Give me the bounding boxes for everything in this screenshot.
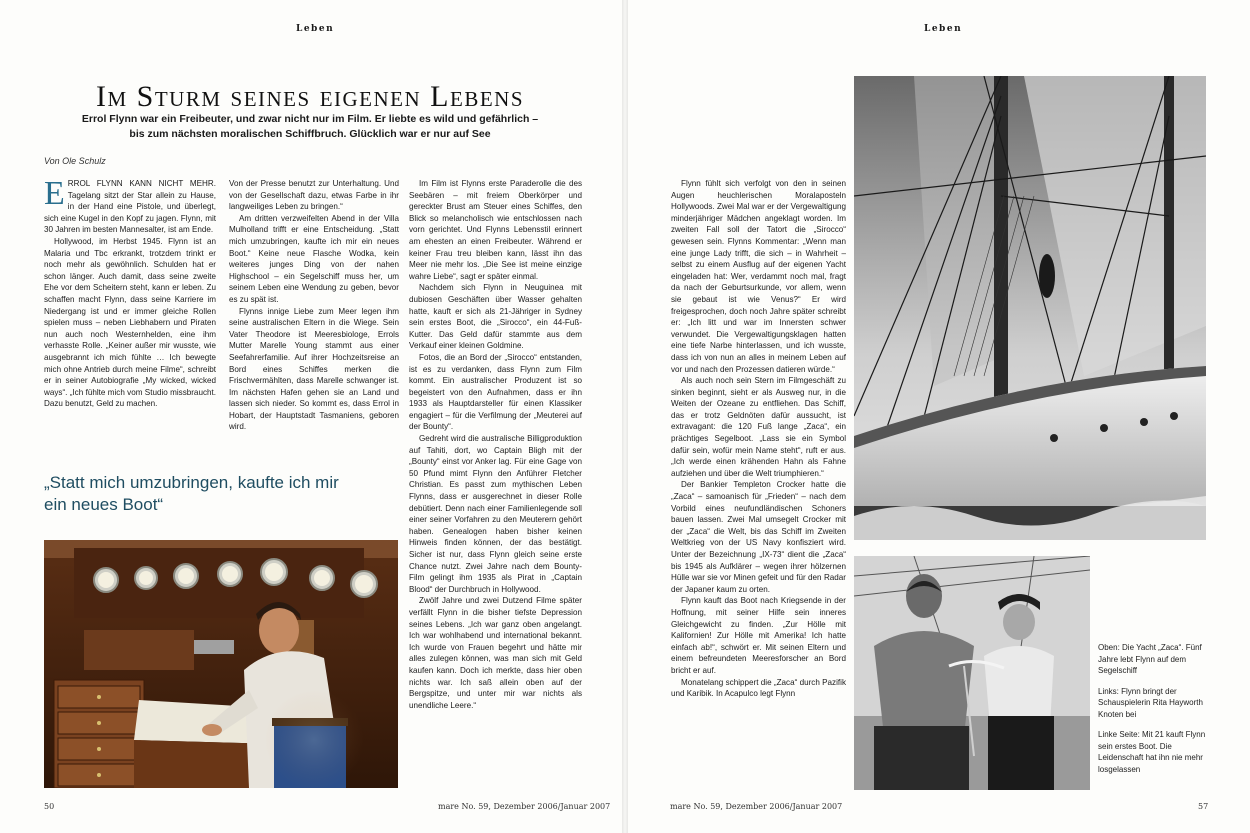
left-page	[0, 0, 622, 833]
section-label-right: Leben	[924, 24, 963, 34]
paragraph: Am dritten verzweifelten Abend in der Villa Mulholland trifft er eine Entscheidung. „Statt mich umzubringen, kaufte ich mir ein neues Boot.“ Keine neue Flasche Wodka, kein weiteres junges Ding von der nahen Highschool – ein Segelschiff muss her, um seinem Leben eine Wendung zu geben, bevor es zu spät ist.	[229, 213, 399, 304]
paragraph: Der Bankier Templeton Crocker hatte die „Zaca“ – samoanisch für „Frieden“ – nach dem Vorbild eines neufundländischen Schoners bauen lassen. Zwei Mal umsegelt Crocker mit der „Zaca“ die Welt, bis das Schiff im Zweiten Weltkrieg von der US Navy konfisziert wird. Unter der Bezeichnung „IX-73“ dient die „Zaca“ bis 1945 als Aufklärer – wegen ihrer hölzernen Hülle war sie vor Minen gefeit und für den Radar der Japaner kaum zu orten.	[671, 480, 846, 594]
page-number-left: 50	[44, 802, 55, 811]
caption-left-page: Linke Seite: Mit 21 kauft Flynn sein erstes Boot. Die Leidenschaft hat ihn nie mehr losgelassen	[1098, 730, 1206, 774]
byline: Von Ole Schulz	[44, 156, 106, 166]
paragraph: Von der Presse benutzt zur Unterhaltung. Und von der Gesellschaft dazu, etwas Farbe in ihr langweiliges Leben zu bringen.“	[229, 179, 399, 212]
page-number-right: 57	[1198, 802, 1209, 811]
photo-flynn-chart-table	[44, 540, 398, 788]
text-column-3	[409, 178, 582, 790]
issue-line-right: mare No. 59, Dezember 2006/Januar 2007	[670, 802, 843, 811]
article-dek	[60, 112, 560, 141]
caption-top-photo: Oben: Die Yacht „Zaca“. Fünf Jahre lebt Flynn auf dem Segelschiff	[1098, 643, 1202, 675]
text-column-2	[229, 178, 399, 460]
text-column-4	[671, 178, 846, 790]
issue-line-left: mare No. 59, Dezember 2006/Januar 2007	[438, 802, 611, 811]
paragraph: Flynn kauft das Boot nach Kriegsende in der Hoffnung, mit seiner Hilfe sein inneres Gleichgewicht zu finden. „Zur Hölle mit Kalifornien! Zur Hölle mit Amerika! Ich hatte einfach ab!“, schwört er. Mit seinen Eltern und einem befreundeten Meeresforscher an Bord bricht er auf.	[671, 596, 846, 675]
caption-left-photo: Links: Flynn bringt der Schauspielerin Rita Hayworth Knoten bei	[1098, 686, 1203, 719]
caption-block	[1098, 642, 1218, 784]
paragraph: Flynns innige Liebe zum Meer legen ihm seine australischen Eltern in die Wiege. Sein Vater Theodore ist Meeresbiologe, Errols Mutter Marelle Young stammt aus einer Seefahrerfamilie. Auf ihrer Hochzeitsreise an Bord eines Schiffes merken die Frischvermählten, dass Marelle schwanger ist. Im nächsten Hafen gehen sie an Land und lassen sich nieder. So kommt es, dass Errol in Hobart, der Hauptstadt Tasmaniens, geboren wird.	[229, 306, 399, 432]
lead-paragraph	[44, 178, 216, 236]
lead-text: Tagelang sitzt der Star allein zu Hause, in der Hand eine Pistole, und überlegt, sich eine Kugel in den Kopf zu jagen. Flynn, mit 30 Jahren im besten Mannesalter, ist am Ende.	[44, 190, 216, 235]
paragraph: Hollywood, im Herbst 1945. Flynn ist an Malaria und Tbc erkrankt, trotzdem trinkt er noch mehr als gewöhnlich. Schulden hat er schon länger. Auch damit, dass seine zweite Ehe vor dem Scheitern steht, kann er leben. Zu schaffen macht Flynn, dass seine Karriere im Niedergang ist und er immer gleiche Rollen spielen muss – neben Liebhabern und Piraten nun auch noch Westernhelden, eine ihm verhasste Rolle. „Keiner außer mir wusste, wie ausgebrannt ich mich fühlte … Ich bewegte mich ohne Antrieb durch meine Filme“, schreibt er in seiner Autobiografie „My wicked, wicked ways“. „Ich fühlte mich vom Studio missbraucht. Dazu benutzt, Geld zu machen.	[44, 236, 216, 409]
lead-caps: RROL FLYNN KANN NICHT MEHR.	[67, 179, 216, 188]
section-label-left: Leben	[296, 24, 335, 34]
dek-line-1: Errol Flynn war ein Freibeuter, und zwar nicht nur im Film. Er liebte es wild und gefährlich –	[81, 113, 539, 125]
paragraph: Fotos, die an Bord der „Sirocco“ entstanden, ist es zu verdanken, dass Flynn zum Film kommt. Ein australischer Produzent ist so begeistert von den Aufnahmen, dass er ihn 1933 als Hauptdarsteller für einen Klassiker engagiert – für die Verfilmung der „Meuterei auf der Bounty“.	[409, 352, 582, 432]
paragraph: Flynn fühlt sich verfolgt von den in seinen Augen heuchlerischen Moralaposteln Hollywoods. Zwei Mal war er der Vergewaltigung minderjähriger Mädchen angeklagt worden. Im zweiten Fall soll der Tatort die „Sirocco“ gewesen sein. Flynns Kommentar: „Wenn man eine junge Lady trifft, die sich – in Wahrheit – selbst zu einem Ausflug auf der eigenen Yacht eingeladen hat: Wer, verdammt noch mal, fragt da nach der Geburtsurkunde, vor allem, wenn sie gebaut ist wie Venus?“ Er wird freigesprochen, doch noch Jahre später schreibt er: „Ich litt und war im Innersten schwer verwundet. Die Vergewaltigungsklagen hatten eine tiefe Narbe hinterlassen, und ich wusste, dass ich von nun an alles in meinem Leben auf vor und nach den Prozessen datieren würde.“	[671, 179, 846, 374]
drop-cap: E	[44, 178, 65, 212]
pull-quote: „Statt mich umzubringen, kaufte ich mir ein neues Boot“	[44, 473, 339, 514]
paragraph: Monatelang schippert die „Zaca“ durch Pazifik und Karibik. In Acapulco legt Flynn	[671, 677, 846, 699]
dek-line-2: bis zum nächsten moralischen Schiffbruch. Glücklich war er nur auf See	[129, 127, 491, 140]
paragraph: Zwölf Jahre und zwei Dutzend Filme später verfällt Flynn in die bisher tiefste Depression seines Lebens. „Ich war ganz oben angelangt. Ich war wohlhabend und international bekannt. Ich wurde von Frauen begehrt und hätte mir alles zulegen können, was man sich mit Geld kaufen kann. Doch ich merkte, dass hier oben nichts war. Ich saß allein oben auf der Bergspitze, und unter mir war nichts als unendliche Leere.“	[409, 596, 582, 710]
article-title: Im Sturm seines eigenen Lebens	[96, 80, 524, 113]
paragraph: Gedreht wird die australische Billigproduktion auf Tahiti, dort, wo Captain Bligh mit der „Bounty“ einst vor Anker lag. Für eine Gage von 50 Pfund mimt Flynn den Anführer Fletcher Christian. Es passt zum mythischen Leben Flynns, dass er ausgerechnet in dieser Rolle debütiert. Denn nach einer Familienlegende soll einer seiner Vorfahren zu den Meuterern gehört haben. Genealogen haben bisher keinen Hinweis finden können, der das bestätigt. Sicher ist nur, dass Flynn gleich seine erste Chance nutzt. Zwei Jahre nach dem Bounty-Film gelingt ihm 1935 als Pirat in „Captain Blood“ der Durchbruch in Hollywood.	[409, 434, 582, 594]
photo-flynn-rita-hayworth	[854, 556, 1090, 790]
paragraph: Im Film ist Flynns erste Paraderolle die des Seebären – mit freiem Oberkörper und gereckter Brust am Steuer eines Schiffes, den Blick so melancholisch wie entschlossen nach vorn gerichtet. Und Flynns Lebensstil erinnert am ehesten an einen Freibeuter. Während er keiner Frau treu bleiben kann, lässt ihn das Meer nie mehr los. „Die See ist meine einzige wahre Liebe“, sagt er später einmal.	[409, 179, 582, 281]
photo-yacht-zaca	[854, 76, 1206, 540]
right-page	[628, 0, 1250, 833]
paragraph: Als auch noch sein Stern im Filmgeschäft zu sinken beginnt, sieht er als Ausweg nur, in die Weiten der Ozeane zu entfliehen. Das Schiff, das er trotz Geldnöten dafür aussucht, ist extravagant: die 120 Fuß lange „Zaca“, ein prächtiges Segelboot. „Lass sie ein Symbol dafür sein, wofür mein Name steht“, ruft er aus. „Ich werde einen krähenden Hahn als Fahne aufziehen und über die Welt triumphieren.“	[671, 376, 846, 478]
text-column-1	[44, 178, 216, 460]
paragraph: Nachdem sich Flynn in Neuguinea mit dubiosen Geschäften über Wasser gehalten hatte, kauft er sich als 21-Jähriger in Sydney sein erstes Boot, die „Sirocco“, ein 44-Fuß-Kutter. Das Geld dafür stammte aus dem Verkauf einer kleinen Goldmine.	[409, 283, 582, 351]
